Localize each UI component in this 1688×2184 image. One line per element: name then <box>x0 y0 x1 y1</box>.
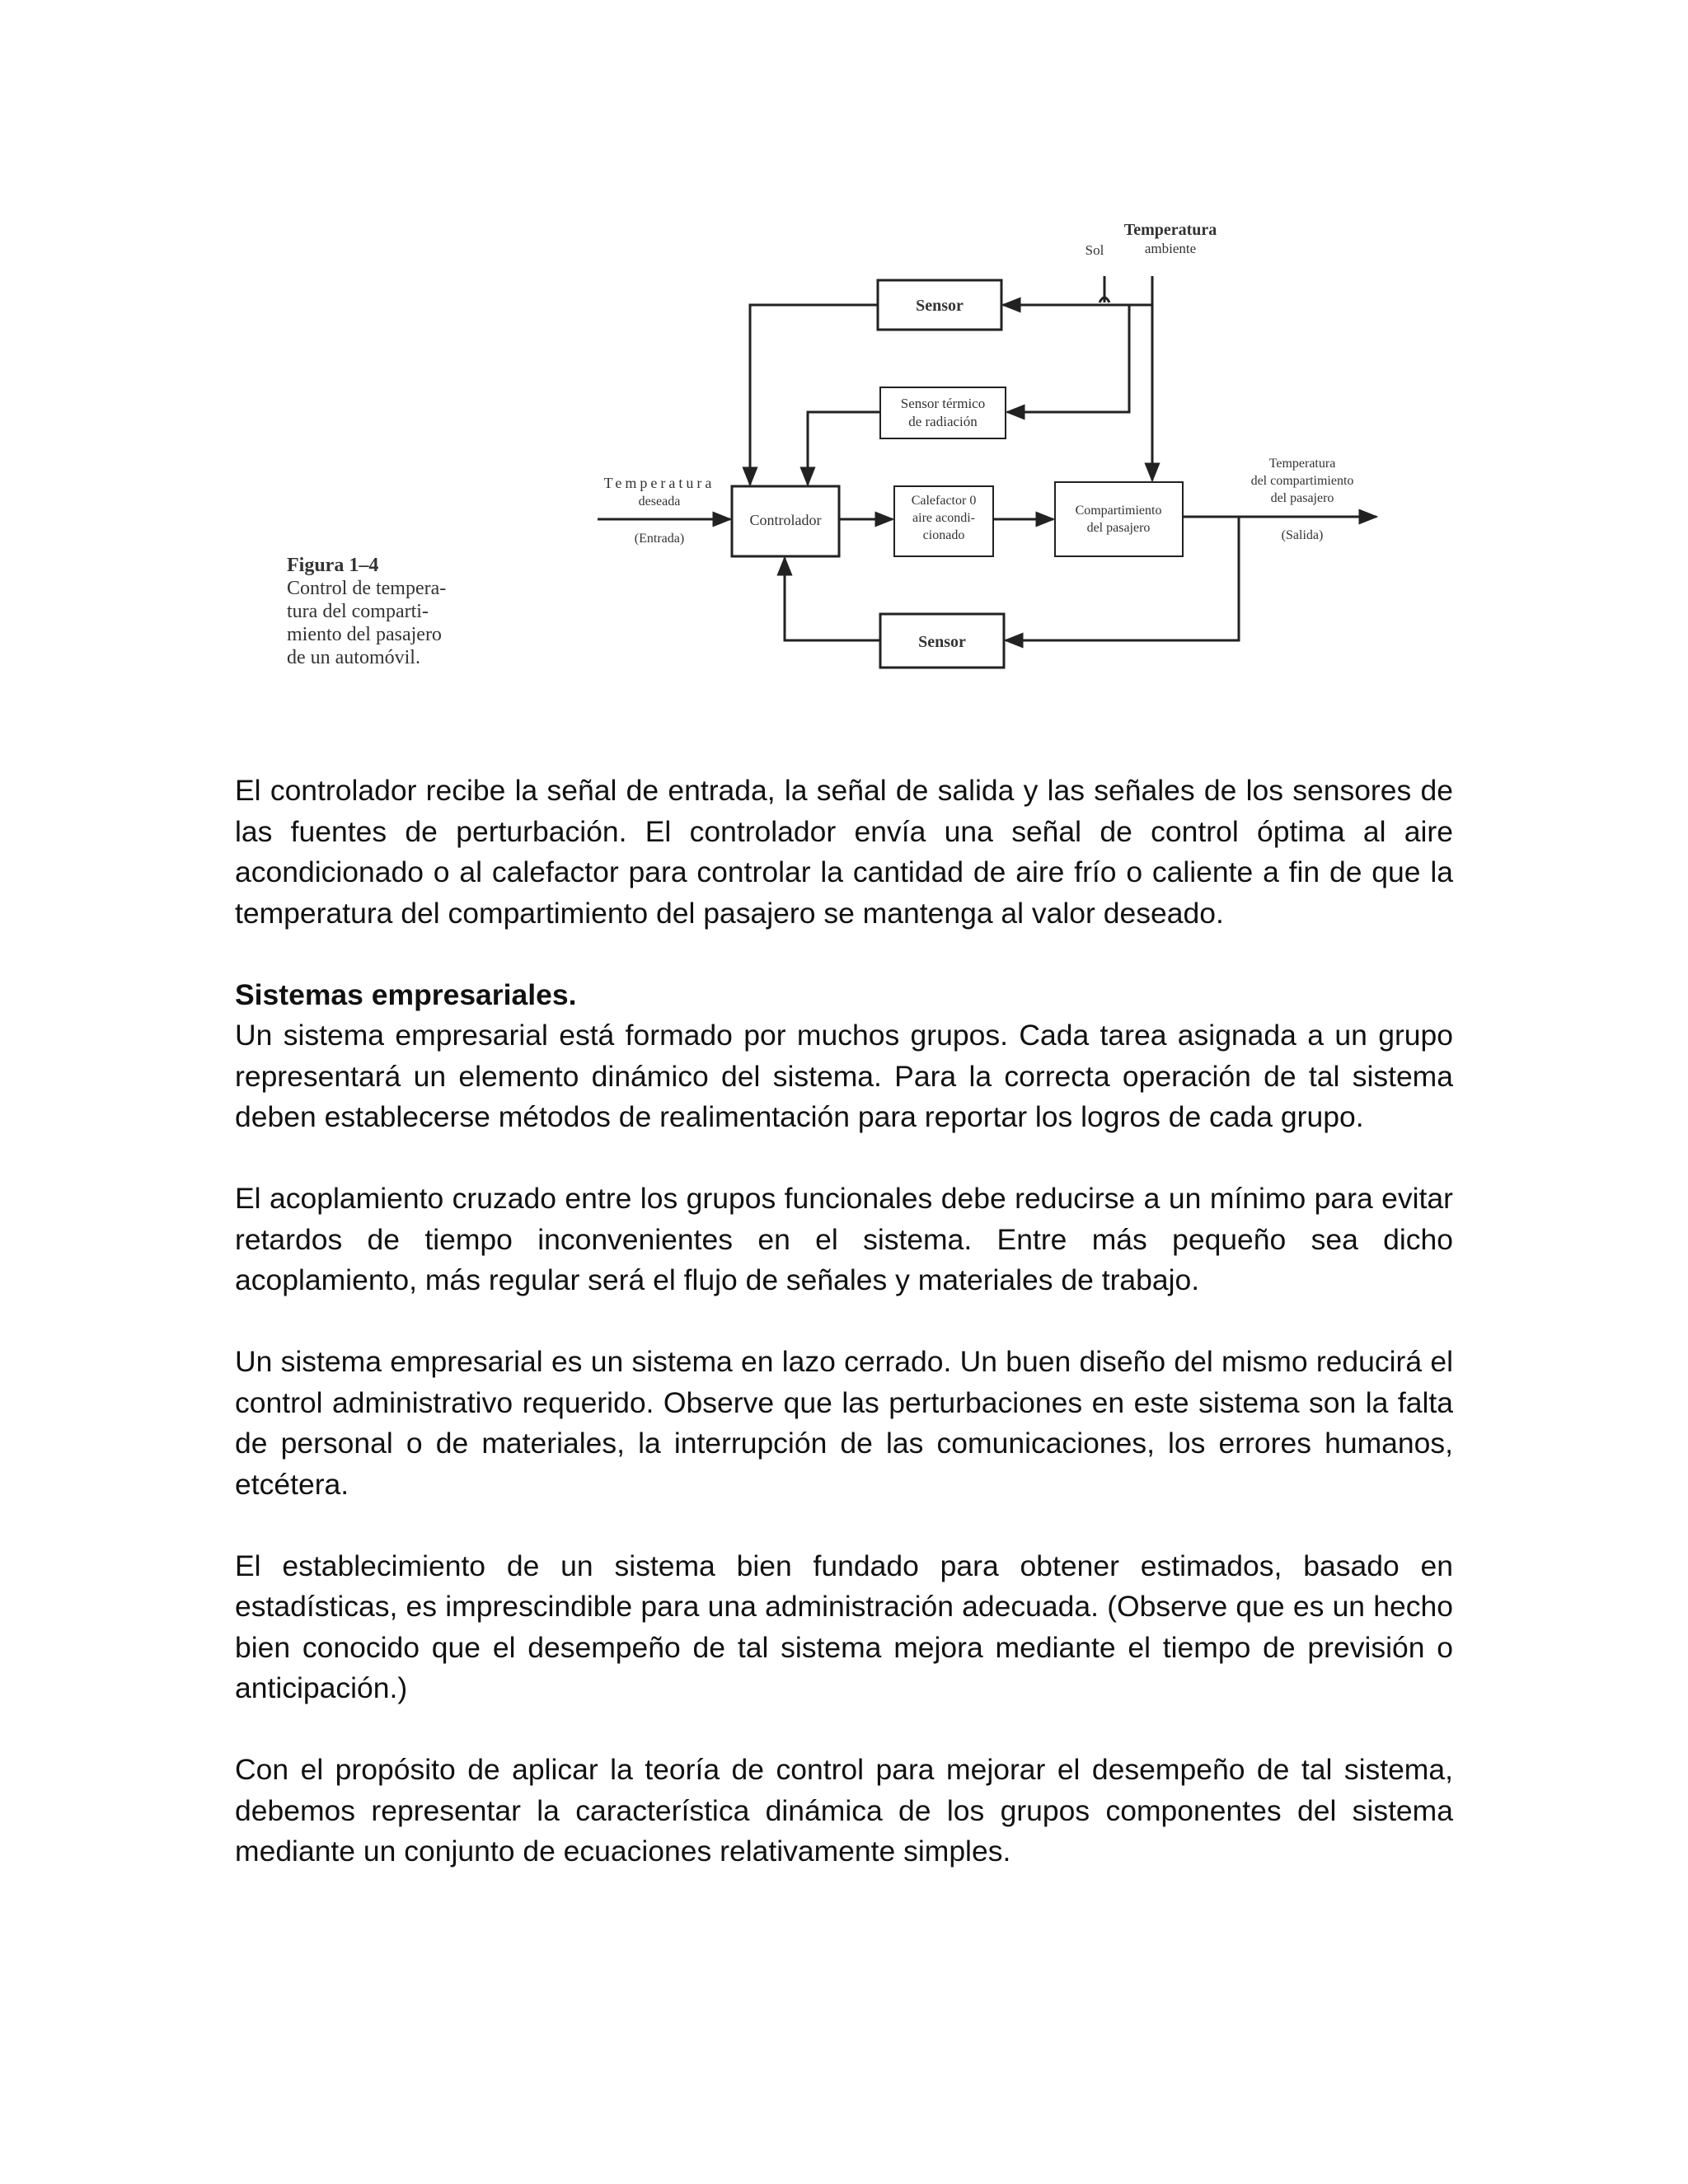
radiation-sensor-label-1: Sensor térmico <box>900 396 986 411</box>
section-heading: Sistemas empresariales. <box>235 977 577 1011</box>
output-label-4: (Salida) <box>1281 528 1324 542</box>
paragraph-1: El controlador recibe la señal de entrada, la señal de salida y las señales de los sensores de las fuentes de perturbación. El controlador envía una señal de control óptima al aire acondicionado o al calefactor para controlar la cantidad de aire frío o caliente a fin de que la temperatura del compartimiento del pasajero se mantenga al valor deseado. <box>235 774 1453 930</box>
output-label-1: Temperatura <box>1268 457 1336 471</box>
figure-caption-line-2: tura del comparti- <box>287 601 429 622</box>
output-label-2: del compartimiento <box>1250 474 1354 488</box>
heater-label-1: Calefactor 0 <box>911 494 977 508</box>
figure-caption-line-1: Control de tempera- <box>287 578 447 599</box>
radiation-sensor-label-2: de radiación <box>908 414 978 429</box>
heater-label-3: cionado <box>922 528 965 542</box>
input-label-3: (Entrada) <box>634 532 685 546</box>
body-text <box>235 771 1453 1913</box>
figure-caption-line-4: de un automóvil. <box>287 647 420 668</box>
sun-label: Sol <box>1085 242 1104 258</box>
compartment-block <box>1055 482 1183 556</box>
ambient-label-1: Temperatura <box>1123 221 1217 239</box>
figure-caption-line-3: miento del pasajero <box>287 624 442 645</box>
input-label-1: Temperatura <box>603 475 715 491</box>
sensor-bottom-label: Sensor <box>918 633 966 651</box>
sensor-top-label: Sensor <box>916 297 964 315</box>
paragraph-6: Con el propósito de aplicar la teoría de control para mejorar el desempeño de tal sistema, debemos representar la característica dinámica de los grupos componentes del sistema mediante un conjunto de ecuaciones relativamente simples. <box>235 1753 1453 1868</box>
paragraph-4: Un sistema empresarial es un sistema en lazo cerrado. Un buen diseño del mismo reducirá el control administrativo requerido. Observe que las perturbaciones en este sistema son la falta de personal o de materiales, la interrupción de las comunicaciones, los errores humanos, etcétera. <box>235 1345 1453 1501</box>
input-label-2: deseada <box>638 494 681 509</box>
paragraph-2: Un sistema empresarial está formado por muchos grupos. Cada tarea asignada a un grupo representará un elemento dinámico del sistema. Para la correcta operación de tal sistema deben establecerse métodos de realimentación para reportar los logros de cada grupo. <box>235 1019 1453 1133</box>
compartment-label-2: del pasajero <box>1086 521 1151 535</box>
compartment-label-1: Compartimiento <box>1075 504 1162 518</box>
controller-label: Controlador <box>749 512 822 528</box>
heater-label-2: aire acondi- <box>912 511 975 525</box>
figure-caption <box>287 554 518 669</box>
ambient-label-2: ambiente <box>1144 241 1197 256</box>
output-label-3: del pasajero <box>1270 491 1334 505</box>
paragraph-3: El acoplamiento cruzado entre los grupos funcionales debe reducirse a un mínimo para evitar retardos de tiempo inconvenientes en el sistema. Entre más pequeño sea dicho acoplamiento, más regular será el flujo de señales y materiales de trabajo. <box>235 1182 1453 1296</box>
paragraph-5: El establecimiento de un sistema bien fundado para obtener estimados, basado en estadísticas, es imprescindible para una administración adecuada. (Observe que es un hecho bien conocido que el desempeño de tal sistema mejora mediante el tiempo de previsión o anticipación.) <box>235 1549 1453 1704</box>
figure-caption-title: Figura 1–4 <box>287 555 379 576</box>
